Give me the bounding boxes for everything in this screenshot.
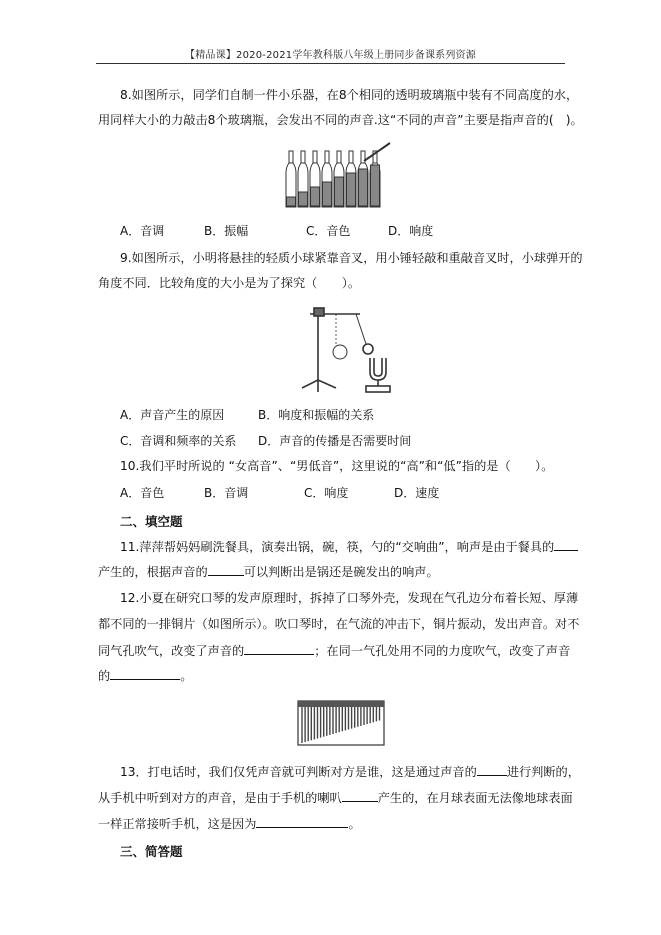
q12-line1: 12.小夏在研究口琴的发声原理时，拆掉了口琴外壳，发现在气孔边分布着长短、厚薄 (120, 591, 579, 605)
q9-line1: 9.如图所示，小明将悬挂的轻质小球紧靠音叉，用小锤轻敲和重敲音叉时，小球弹开的 (120, 251, 583, 265)
q11-line1 (120, 538, 578, 555)
q13-line2 (98, 789, 573, 806)
q8-line1: 8.如图所示，同学们自制一件小乐器，在8个相同的透明玻璃瓶中装有不同高度的水， (120, 88, 579, 102)
q12-line2: 都不同的一排铜片（如图所示）。吹口琴时，在气流的冲击下，铜片振动，发出声音。对不 (98, 617, 580, 631)
q12-text-3: 的 (98, 669, 111, 683)
q13-text-3: 从手机中听到对方的声音，是由于手机的喇叭 (98, 791, 342, 805)
q10-option-b: B．音调 (204, 486, 249, 500)
section-title-short-answer: 三、简答题 (120, 844, 183, 859)
q8-line2: 用同样大小的力敲击8个玻璃瓶，会发出不同的声音.这“不同的声音”主要是指声音的( )。 (98, 113, 583, 127)
q11-line2 (98, 563, 439, 580)
q8-option-d: D．响度 (388, 224, 434, 238)
q10-option-a: A．音色 (120, 486, 165, 500)
q12-blank-1 (244, 642, 314, 655)
q12-text-1: 同气孔吹气，改变了声音的 (98, 644, 245, 658)
q13-blank-3 (256, 815, 348, 828)
q13-blank-1 (477, 763, 507, 776)
q12-text-2: ；在同一气孔处用不同的力度吹气，改变了声音 (314, 644, 571, 658)
q12-blank-2 (110, 667, 180, 680)
q11-text-2: 产生的，根据声音的 (98, 565, 208, 579)
harmonica-reeds-figure (296, 697, 388, 747)
q10-option-c: C．响度 (304, 486, 349, 500)
q10-line1: 10.我们平时所说的 “女高音”、“男低音”，这里说的“高”和“低”指的是（ ）。 (120, 459, 554, 473)
q10-option-d: D．速度 (394, 486, 440, 500)
q12-line4 (98, 667, 192, 684)
q9-line2: 角度不同．比较角度的大小是为了探究（ ）。 (98, 276, 361, 290)
q9-option-a: A．声音产生的原因 (120, 408, 225, 422)
header-rule (96, 63, 565, 64)
q9-option-d: D．声音的传播是否需要时间 (258, 434, 412, 448)
q11-text-3: 可以判断出是锅还是碗发出的响声。 (243, 565, 439, 579)
q13-text-1: 13．打电话时，我们仅凭声音就可判断对方是谁，这是通过声音的 (120, 765, 477, 779)
q13-text-2: 进行判断的， (506, 765, 580, 779)
q9-option-c: C．音调和频率的关系 (120, 434, 237, 448)
q12-line3 (98, 642, 570, 659)
q11-blank-1 (554, 538, 578, 551)
q8-option-b: B．振幅 (204, 224, 249, 238)
q13-line3 (98, 815, 361, 832)
q13-text-5: 一样正常接听手机，这是因为 (98, 817, 257, 831)
section-title-fill-blank: 二、填空题 (120, 514, 183, 529)
page-header: 【精品课】2020-2021学年教科版八年级上册同步备课系列资源 (185, 50, 476, 61)
q11-text-1: 11.萍萍帮妈妈刷洗餐具，演奏出锅，碗，筷，勺的“交响曲”，响声是由于餐具的 (120, 540, 555, 554)
q11-blank-2 (208, 563, 244, 576)
bottles-figure (282, 137, 394, 209)
q13-line1 (120, 763, 580, 780)
q8-option-a: A．音调 (120, 224, 165, 238)
q8-option-c: C．音色 (306, 224, 351, 238)
q9-option-b: B．响度和振幅的关系 (258, 408, 375, 422)
q13-text-4: 产生的，在月球表面无法像地球表面 (377, 791, 573, 805)
q12-text-4: 。 (180, 669, 193, 683)
q13-text-6: 。 (348, 817, 361, 831)
tuning-fork-figure (296, 302, 398, 394)
q13-blank-2 (342, 789, 378, 802)
